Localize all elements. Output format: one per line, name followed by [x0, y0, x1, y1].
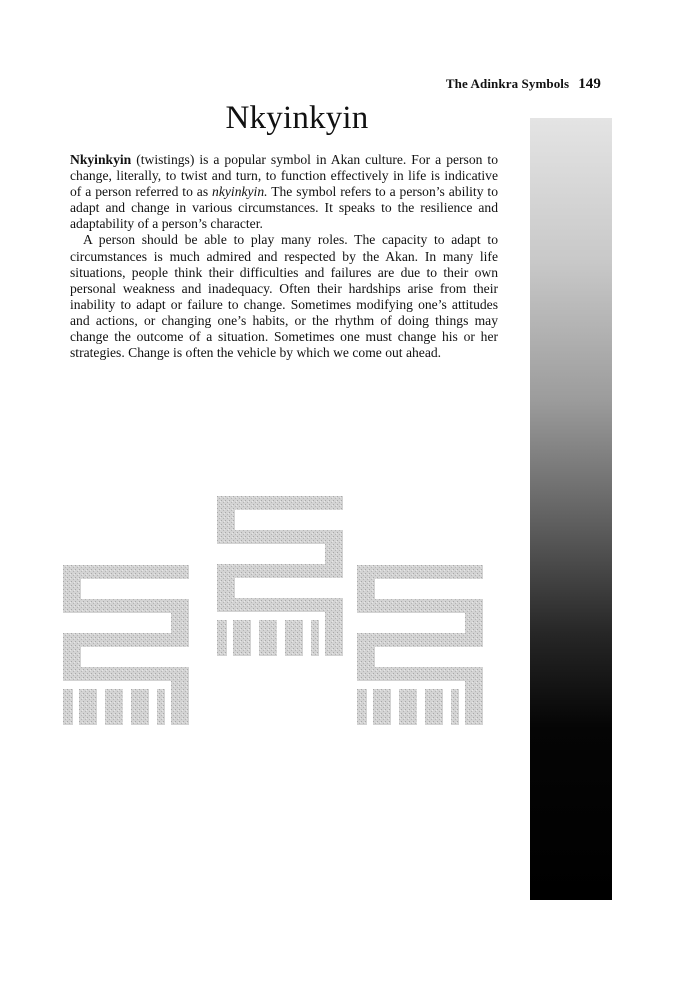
nkyinkyin-symbol-right: [357, 565, 483, 725]
nkyinkyin-symbol-icon: [63, 565, 189, 725]
term-bold: Nkyinkyin: [70, 152, 132, 167]
running-head-section: The Adinkra Symbols: [445, 76, 570, 91]
page-title: Nkyinkyin: [225, 100, 369, 136]
nkyinkyin-symbol-icon: [357, 565, 483, 725]
nkyinkyin-symbol-icon: [217, 496, 343, 656]
paragraph-2: A person should be able to play many roles. The capacity to adapt to circumstances is much admired and respected by the Akan. In many life situations, people think their difficulties and failures are due to their own personal weakness and inadequacy. Often their hardships arise from their inability to adapt or failure to change. Sometimes modifying one’s attitudes and actions, or changing one’s habits, or the rhythm of doing things may change the outcome of a situation. Sometimes one must change his or her strategies. Change is often the vehicle by which we come out ahead.: [70, 232, 498, 361]
body-text: [70, 152, 498, 361]
paragraph-1: [70, 152, 498, 232]
decorative-sidebar-bar: [530, 118, 612, 900]
running-head: [446, 76, 601, 93]
page-number: 149: [578, 76, 601, 92]
paragraph-1-part-2: The symbol refers to a person’s ability to adapt and change in various circumstances. It speaks to the resilience and adaptability of a person’s character.: [70, 184, 498, 232]
paragraph-1-part-1: (twistings) is a popular symbol in Akan culture. For a person to change, literally, to twist and turn, to function effectively in life is indicative of a person referred to as: [70, 152, 498, 200]
nkyinkyin-symbol-left: [63, 565, 189, 725]
nkyinkyin-symbol-center: [217, 496, 343, 656]
term-italic: nkyinkyin.: [212, 184, 268, 200]
